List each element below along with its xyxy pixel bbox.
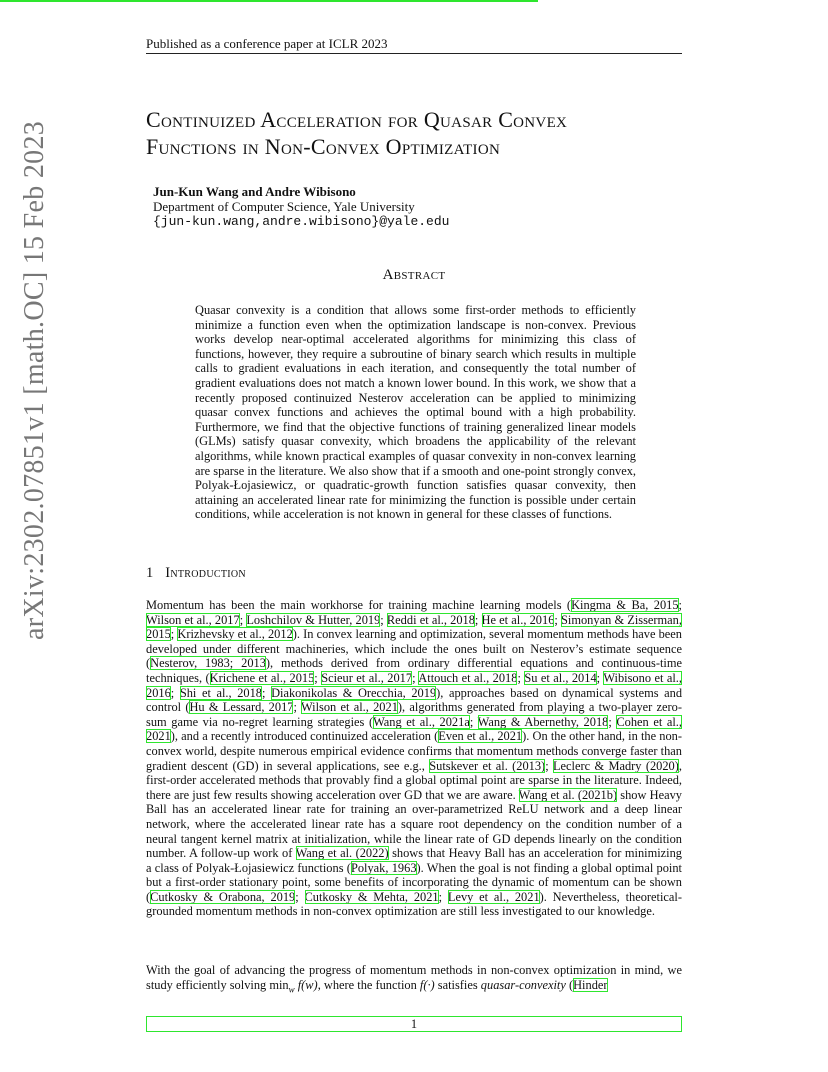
citation-link[interactable]: Kingma & Ba, 2015 [571, 598, 679, 612]
author-email: {jun-kun.wang,andre.wibisono}@yale.edu [153, 214, 450, 229]
citation-link[interactable]: Hu & Lessard, 2017 [189, 700, 294, 715]
page-number: 1 [410, 1017, 418, 1031]
citation-link[interactable]: Sutskever et al. (2013) [429, 758, 546, 773]
citation-link[interactable]: Su et al., 2014 [524, 670, 597, 685]
citation-link[interactable]: Attouch et al., 2018 [418, 670, 518, 685]
math-min: min [269, 977, 289, 992]
citation-link[interactable]: Krizhevsky et al., 2012 [177, 627, 293, 642]
citation-link[interactable]: Nesterov, 1983; 2013 [150, 656, 266, 671]
running-header: Published as a conference paper at ICLR 2023 [146, 36, 388, 51]
header-rule [146, 53, 682, 54]
section-heading [146, 565, 246, 582]
citation-link[interactable]: Even et al., 2021 [438, 729, 523, 744]
top-highlight-line [0, 0, 538, 2]
emphasis-term: quasar-convexity [480, 977, 566, 992]
citation-link[interactable]: Diakonikolas & Orecchia, 2019 [271, 685, 437, 700]
intro-paragraph-2: With the goal of advancing the progress of momentum methods in non-convex optimization in mind, we study efficiently solving $\min_w f(w)$, where the function f(·) satisfies quasar-convexity (Hinder [146, 963, 682, 995]
arxiv-identifier: arXiv:2302.07851v1 [math.OC] 15 Feb 2023 [19, 120, 50, 640]
section-number: 1 [146, 565, 154, 581]
citation-link[interactable]: Wang et al. (2021b) [518, 787, 618, 802]
citation-link[interactable]: Cutkosky & Mehta, 2021 [304, 889, 439, 904]
citation-link[interactable]: Hinder [573, 977, 608, 992]
citation-link[interactable]: Shi et al., 2018 [179, 685, 263, 700]
intro-paragraph-1: Momentum has been the main workhorse for training machine learning models (Kingma & Ba, 2015; Wilson et al., 2017; Loshchilov & Hutter, 2019; Reddi et al., 2018; He et al., 2016; Simonyan & Zisserman, 2015; Krizhevsky et al., 2012). In convex learning and optimization, several momentum methods have been developed under different machineries, which include the ones built on Nesterov’s estimate sequence (Nesterov, 1983; 2013), methods derived from ordinary differential equations and continuous-time techniques, (Krichene et al., 2015; Scieur et al., 2017; Attouch et al., 2018; Su et al., 2014; Wibisono et al., 2016; Shi et al., 2018; Diakonikolas & Orecchia, 2019), approaches based on dynamical systems and control (Hu & Lessard, 2017; Wilson et al., 2021), algorithms generated from playing a two-player zero-sum game via no-regret learning strategies (Wang et al., 2021a; Wang & Abernethy, 2018; Cohen et al., 2021), and a recently introduced continuized acceleration (Even et al., 2021). On the other hand, in the non-convex world, despite numerous empirical evidence confirms that momentum methods converge faster than gradient descent (GD) in several applications, see e.g., Sutskever et al. (2013); Leclerc & Madry (2020), first-order accelerated methods that provably find a global optimal point are sparse in the literature. Indeed, there are just few results showing acceleration over GD that we are aware. Wang et al. (2021b) show Heavy Ball has an accelerated linear rate for training an over-parametrized ReLU network and a deep linear network, where the accelerated linear rate has a square root dependency on the condition number of a neural tangent kernel matrix at initialization, while the linear rate of GD depends linearly on the condition number. A follow-up work of Wang et al. (2022) shows that Heavy Ball has an acceleration for minimizing a class of Polyak-Łojasiewicz functions (Polyak, 1963). When the goal is not finding a global optimal point but a first-order stationary point, some benefits of incorporating the dynamic of momentum can be shown (Cutkosky & Orabona, 2019; Cutkosky & Mehta, 2021; Levy et al., 2021). Nevertheless, theoretical-grounded momentum methods in non-convex optimization are still less investigated to our knowledge. [146, 598, 683, 919]
page-number-link[interactable] [146, 1016, 682, 1032]
citation-link[interactable]: Wang et al. (2022) [295, 846, 389, 861]
citation-link[interactable]: Loshchilov & Hutter, 2019 [246, 612, 381, 627]
title-line-1: Continuized Acceleration for Quasar Convex [146, 107, 568, 132]
citation-link[interactable]: Levy et al., 2021 [447, 889, 540, 904]
math-f: f(·) [419, 977, 435, 992]
citation-link[interactable]: He et al., 2016 [481, 612, 555, 627]
citation-link[interactable]: Wilson et al., 2017 [146, 612, 240, 627]
abstract-heading: Abstract [382, 267, 446, 283]
citation-link[interactable]: Krichene et al., 2015 [209, 670, 315, 685]
section-title: Introduction [165, 565, 246, 581]
citation-link[interactable]: Wilson et al., 2021 [300, 700, 398, 715]
citation-link[interactable]: Polyak, 1963 [350, 860, 417, 875]
citation-link[interactable]: Cohen et al., 2021 [146, 714, 683, 744]
math-subscript: w [288, 984, 295, 995]
citation-link[interactable]: Wang et al., 2021a [373, 714, 470, 729]
paper-title [146, 106, 706, 160]
citation-link[interactable]: Scieur et al., 2017 [321, 670, 413, 685]
citation-link[interactable]: Wibisono et al., 2016 [146, 670, 682, 700]
citation-link[interactable]: Leclerc & Madry (2020) [552, 758, 679, 773]
citation-link[interactable]: Reddi et al., 2018 [386, 612, 475, 627]
authors: Jun-Kun Wang and Andre Wibisono [153, 184, 356, 199]
abstract-text: Quasar convexity is a condition that allows some first-order methods to efficiently minimize a function even when the optimization landscape is non-convex. Previous works develop near-optimal accelerated algorithms for minimizing this class of functions, however, they require a subroutine of binary search which results in multiple calls to gradient evaluations in each iteration, and consequently the total number of gradient evaluations does not match a known lower bound. In this work, we show that a recently proposed continuized Nesterov acceleration can be applied to minimizing quasar convex functions and achieves the optimal bound with a high probability. Furthermore, we find that the objective functions of training generalized linear models (GLMs) satisfy quasar convexity, which broadens the applicability of the relevant algorithms, while known practical examples of quasar convexity in non-convex learning are sparse in the literature. We also show that if a smooth and one-point strongly convex, Polyak-Łojasiewicz, or quadratic-growth function satisfies quasar convexity, then attaining an accelerated linear rate for minimizing the function is possible under certain conditions, while acceleration is not known in general for these classes of functions. [195, 303, 636, 522]
affiliation: Department of Computer Science, Yale University [153, 199, 415, 214]
math-fw: f(w) [294, 977, 318, 992]
citation-link[interactable]: Wang & Abernethy, 2018 [477, 714, 609, 729]
citation-link[interactable]: Cutkosky & Orabona, 2019 [150, 889, 296, 904]
citation-link[interactable]: Simonyan & Zisserman, 2015 [146, 612, 682, 642]
title-line-2: Functions in Non-Convex Optimization [146, 134, 501, 159]
